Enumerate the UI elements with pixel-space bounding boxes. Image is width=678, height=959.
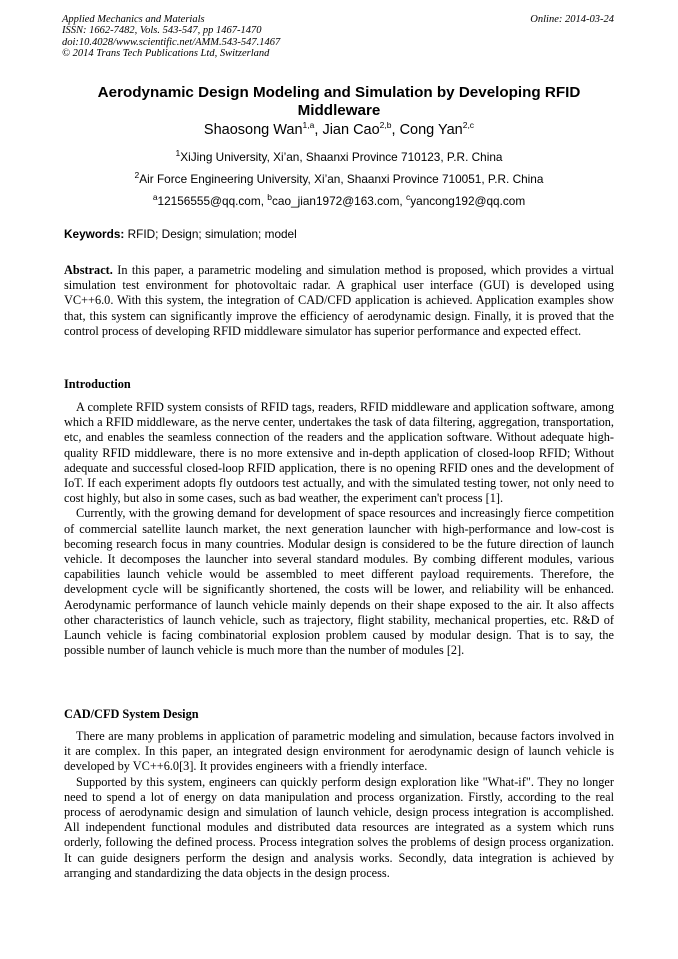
section-body (64, 400, 614, 658)
online-date: Online: 2014-03-24 (530, 14, 614, 25)
affiliation-text: Air Force Engineering University, Xi’an, Shaanxi Province 710051, P.R. China (139, 172, 544, 186)
section-heading: Introduction (64, 377, 131, 391)
abstract-label: Abstract. (64, 263, 113, 277)
issn-line: ISSN: 1662-7482, Vols. 543-547, pp 1467-1470 (62, 25, 262, 37)
abstract-text: In this paper, a parametric modeling and simulation method is proposed, which provides a virtual simulation test environment for photovoltaic radar. A graphical user interface (GUI) is developed using VC++6.0. With this system, the integration of CAD/CFD application is achieved. Application examples show that, this system can significantly improve the efficiency of aerodynamic design. Finally, it is proved that the control process of developing RFID middleware simulator has superior performance and expected effect. (64, 263, 614, 338)
email-line: $^a$12156555@qq.com, $^b$cao_jian1972@163.com, $^c$yancong192@qq.com (152, 192, 526, 208)
copyright-line: © 2014 Trans Tech Publications Ltd, Switzerland (62, 48, 270, 60)
paragraph: Supported by this system, engineers can quickly perform design exploration like "What-if". They no longer need to spend a lot of energy on data manipulation and process organization. Firstly, according to the real process of aerodynamic design and simulation of launch vehicle, design process integration is accomplished. All independent functional modules and distributed data resources are integrated as a system which runs orderly, following the defined process. Process integration solves the problems of design process organization. It can guide designers perform the design and analysis works. Secondly, data integration is achieved by arranging and standardizing the data objects in the design process. (64, 774, 614, 880)
author-name: Cong Yan (399, 122, 463, 138)
doi-line: doi:10.4028/www.scientific.net/AMM.543-547.1467 (62, 36, 281, 48)
keywords-text: RFID; Design; simulation; model (127, 227, 297, 241)
journal-header (62, 14, 280, 60)
abstract (64, 263, 614, 339)
affiliation-superscript: 1 (175, 148, 181, 159)
keywords (64, 227, 297, 241)
journal-name: Applied Mechanics and Materials (62, 14, 205, 25)
email-text: cao_jian1972@163.com (272, 194, 400, 208)
affiliation (0, 172, 678, 186)
keywords-label: Keywords: (64, 227, 125, 241)
paragraph: There are many problems in application of parametric modeling and simulation, because factors involved in it are complex. In this paper, an integrated design environment for aerodynamic design of launch vehicle is developed by VC++6.0[3]. It provides engineers with a friendly interface. (64, 729, 614, 774)
section-body (64, 729, 614, 881)
author-superscript: 2,c (462, 120, 475, 131)
affiliation-text: XiJing University, Xi’an, Shaanxi Province 710123, P.R. China (180, 150, 503, 164)
affiliation (0, 150, 678, 164)
email-text: 12156555@qq.com (157, 194, 261, 208)
email-superscript: b (267, 192, 272, 203)
author-superscript: 2,b (379, 120, 392, 131)
paragraph: Currently, with the growing demand for development of space resources and increasingly fierce competition of commercial satellite launch market, the next generation launcher with high-performance and low-cost is becoming research focus in many countries. Modular design is considered to be the future direction of launch vehicle. It decomposes the launcher into several standard modules. By combing different modules, various capabilities launch vehicle would be assembled to meet different payload requirements. Therefore, the development cycle will be significantly shortened, the costs will be lower, and reliability will be enhanced. Aerodynamic performance of launch vehicle mainly depends on their shape exposed to the air. It also affects other characteristics of launch vehicle, such as trajectory, flight stability, mechanical properties, etc. R&D of Launch vehicle is facing combinatorial explosion problem caused by modular design. That is to say, the possible number of launch vehicle is much more than the number of modules [2]. (64, 506, 614, 658)
section-heading: CAD/CFD System Design (64, 707, 199, 721)
email-superscript: a (152, 192, 158, 203)
paper-title: Aerodynamic Design Modeling and Simulation by Developing RFID Middleware (97, 84, 581, 119)
paragraph: A complete RFID system consists of RFID tags, readers, RFID middleware and application software, among which a RFID middleware, as the nerve center, undertakes the task of data filtering, aggregation, transportation, etc, and enables the seamless connection of the readers and the application software. Without adequate high-quality RFID middleware, there is no more extensive and in-depth application of closed-loop RFID; Without adequate and successful closed-loop RFID application, there is no opening RFID ones and the development of IoT. If each experiment adopts fly outdoors test actually, and with the simulated testing tower, not only need to cost highly, but also in some cases, such as bad weather, the experiment can't process [1]. (64, 400, 614, 506)
email-text: yancong192@qq.com (410, 194, 526, 208)
email-superscript: c (405, 192, 411, 203)
author-superscript: 1,a (302, 120, 315, 131)
affiliation-superscript: 2 (134, 170, 140, 181)
author-name: Shaosong Wan (203, 122, 303, 138)
author-list: Shaosong Wan$^{1,a}$, Jian Cao$^{2,b}$, Cong Yan$^{2,c}$ (203, 120, 475, 138)
author-name: Jian Cao (322, 122, 380, 138)
